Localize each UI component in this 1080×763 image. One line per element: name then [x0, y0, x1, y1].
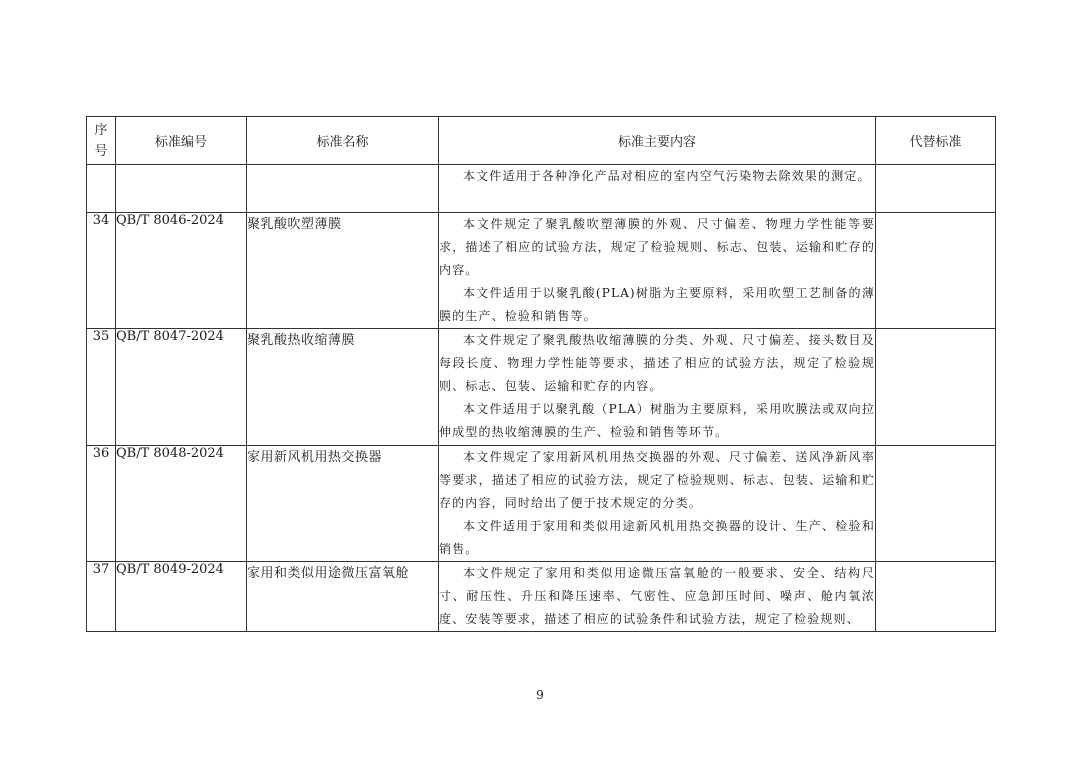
seq-cell: 35: [87, 329, 116, 446]
content-paragraph: 本文件适用于以聚乳酸(PLA)树脂为主要原料，采用吹塑工艺制备的薄膜的生产、检验和销售等。: [439, 286, 875, 323]
header-name: 标准名称: [247, 117, 439, 165]
header-seq: 序 号: [87, 117, 116, 165]
standard-code: QB/T 8048-2024: [116, 446, 247, 562]
replaces-cell: [876, 213, 996, 329]
content-cell: [439, 329, 876, 446]
content-paragraph: 本文件规定了聚乳酸吹塑薄膜的外观、尺寸偏差、物理力学性能等要求，描述了相应的试验方法，规定了检验规则、标志、包装、运输和贮存的内容。: [439, 217, 875, 277]
table-row: [87, 329, 996, 446]
standard-code: QB/T 8047-2024: [116, 329, 247, 446]
content-cell: [439, 562, 876, 632]
replaces-cell: [876, 562, 996, 632]
standards-table: [86, 116, 996, 632]
table-row: [87, 213, 996, 329]
standard-name: 聚乳酸热收缩薄膜: [247, 329, 439, 446]
header-replaces: 代替标准: [876, 117, 996, 165]
header-content: 标准主要内容: [439, 117, 876, 165]
table-row: [87, 562, 996, 632]
seq-cell: 36: [87, 446, 116, 562]
table-header-row: [87, 117, 996, 165]
replaces-cell: [876, 446, 996, 562]
content-cell: [439, 213, 876, 329]
seq-cell: 37: [87, 562, 116, 632]
standard-code: QB/T 8049-2024: [116, 562, 247, 632]
page-number: 9: [536, 688, 544, 702]
content-paragraph: 本文件适用于家用和类似用途新风机用热交换器的设计、生产、检验和销售。: [439, 519, 875, 556]
content-paragraph: 本文件规定了家用和类似用途微压富氧舱的一般要求、安全、结构尺寸、耐压性、升压和降压速率、气密性、应急卸压时间、噪声、舱内氧浓度、安装等要求，描述了相应的试验条件和试验方法，规定了检验规则、: [439, 566, 875, 626]
standard-name: 家用和类似用途微压富氧舱: [247, 562, 439, 632]
standard-name: 聚乳酸吹塑薄膜: [247, 213, 439, 329]
standard-name: 家用新风机用热交换器: [247, 446, 439, 562]
header-code: 标准编号: [116, 117, 247, 165]
table-row-continuation: [87, 165, 996, 213]
content-paragraph: 本文件规定了家用新风机用热交换器的外观、尺寸偏差、送风净新风率等要求，描述了相应的试验方法，规定了检验规则、标志、包装、运输和贮存的内容，同时给出了便于技术规定的分类。: [439, 450, 875, 510]
seq-cell: 34: [87, 213, 116, 329]
content-paragraph: 本文件适用于以聚乳酸（PLA）树脂为主要原料，采用吹膜法或双向拉伸成型的热收缩薄膜的生产、检验和销售等环节。: [439, 402, 875, 439]
content-paragraph: 本文件规定了聚乳酸热收缩薄膜的分类、外观、尺寸偏差、接头数目及每段长度、物理力学性能等要求，描述了相应的试验方法，规定了检验规则、标志、包装、运输和贮存的内容。: [439, 333, 875, 393]
content-paragraph: 本文件适用于各种净化产品对相应的室内空气污染物去除效果的测定。: [463, 169, 871, 183]
content-cell: [439, 165, 876, 213]
replaces-cell: [876, 329, 996, 446]
content-cell: [439, 446, 876, 562]
standard-code: QB/T 8046-2024: [116, 213, 247, 329]
table-row: [87, 446, 996, 562]
